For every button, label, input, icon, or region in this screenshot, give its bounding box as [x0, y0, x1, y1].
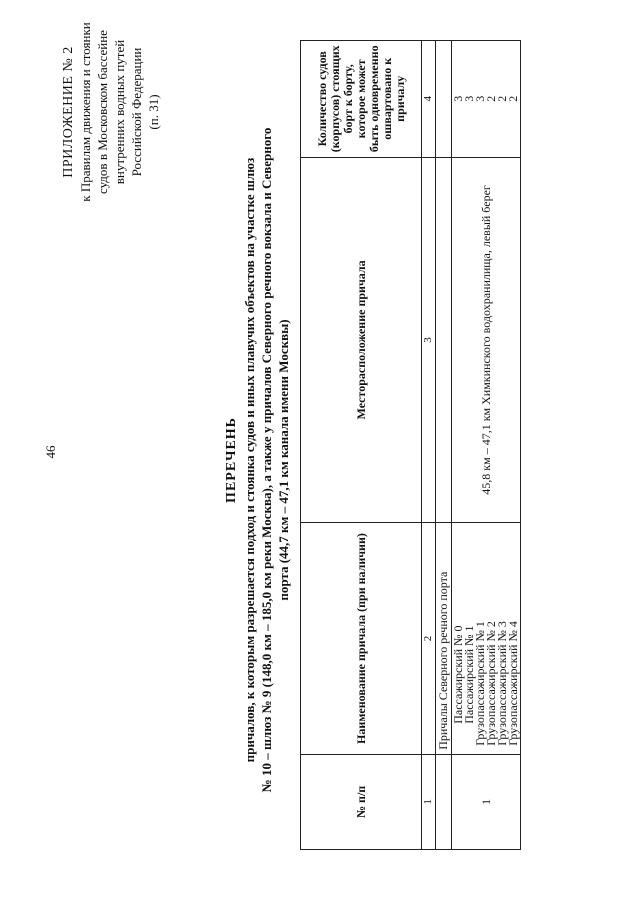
- berth-count: 2: [484, 95, 498, 102]
- column-number: 3: [422, 157, 436, 523]
- berth-location: 45,8 км – 47,1 км Химкинского водохранилища, левый берег: [452, 157, 521, 523]
- group-title: Причалы Северного речного порта: [436, 523, 452, 755]
- column-number: 4: [422, 41, 436, 158]
- berth-count: 3: [451, 95, 465, 102]
- berth-name: Грузопассажирский № 3: [495, 621, 509, 746]
- berth-count: 3: [462, 95, 476, 102]
- document-heading: [223, 70, 292, 850]
- appendix-block: [60, 2, 162, 222]
- table-row: [452, 41, 521, 850]
- appendix-line: (п. 31): [146, 94, 161, 130]
- berth-name: Грузопассажирский № 2: [484, 621, 498, 746]
- appendix-line: судов в Московском бассейне: [95, 30, 110, 194]
- page-number: 46: [43, 445, 58, 459]
- appendix-line: внутренних водных путей: [112, 39, 127, 185]
- berth-names-cell: [452, 523, 521, 755]
- header-name: Наименование причала (при наличии): [301, 523, 422, 755]
- berth-name: Пассажирский № 1: [462, 625, 476, 724]
- group-empty-cell: [436, 41, 452, 158]
- berth-counts-cell: [452, 41, 521, 158]
- header-count: Количество судов (корпусов) стоящих борт к борту, которое может быть одновременно ошвартовано к причалу: [301, 41, 422, 158]
- appendix-title: ПРИЛОЖЕНИЕ № 2: [61, 46, 76, 178]
- heading-line: № 10 – шлюз № 9 (148,0 км – 185,0 км реки Москва), а также у причалов Северного речного вокзала и Северного: [259, 127, 274, 793]
- appendix-line: Российской Федерации: [129, 47, 144, 177]
- berth-name: Грузопассажирский № 1: [473, 621, 487, 746]
- berth-count: 3: [473, 95, 487, 102]
- row-number: 1: [452, 754, 521, 849]
- header-location: Месторасположение причала: [301, 157, 422, 523]
- berth-count: 2: [495, 95, 509, 102]
- column-number: 1: [422, 754, 436, 849]
- header-num: № п/п: [301, 754, 422, 849]
- column-number: 2: [422, 523, 436, 755]
- group-empty-cell: [436, 157, 452, 523]
- column-number-row: [422, 41, 436, 850]
- berth-count: 2: [506, 95, 520, 102]
- berth-name: Пассажирский № 0: [451, 625, 465, 724]
- table-header-row: [301, 41, 422, 850]
- heading-line: порта (44,7 км – 47,1 км канала имени Москвы): [276, 319, 291, 601]
- berth-name: Грузопассажирский № 4: [506, 621, 520, 746]
- group-empty-cell: [436, 754, 452, 849]
- heading-title: ПЕРЕЧЕНЬ: [224, 417, 239, 503]
- heading-line: причалов, к которым разрешается подход и стоянка судов и иных плавучих объектов на участке шлюз: [242, 157, 257, 763]
- berths-table: [300, 40, 521, 850]
- appendix-line: к Правилам движения и стоянки: [78, 22, 93, 202]
- group-row: [436, 41, 452, 850]
